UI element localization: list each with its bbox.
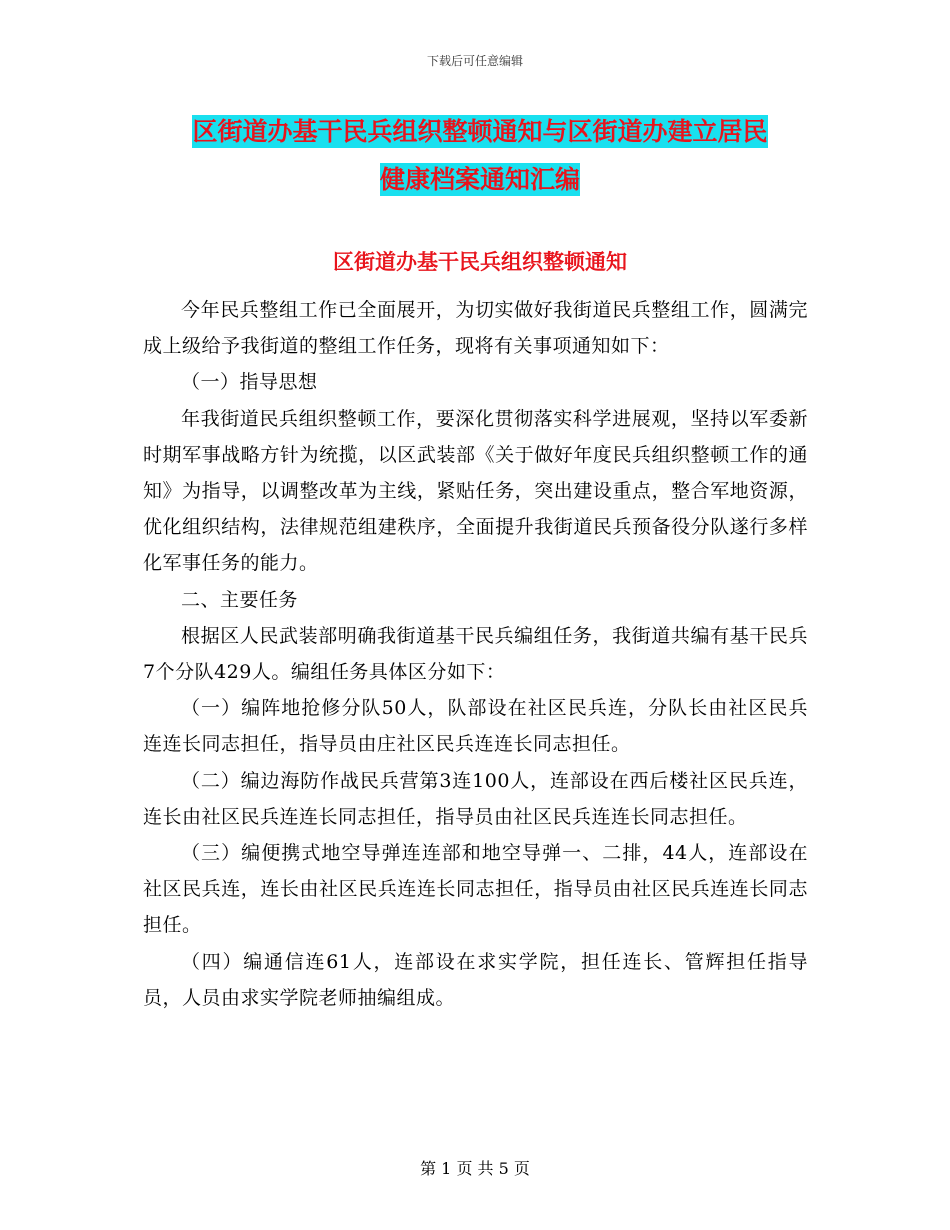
paragraph: （一）编阵地抢修分队50人，队部设在社区民兵连，分队长由社区民兵连连长同志担任，指导员由庄社区民兵连连长同志担任。 — [143, 697, 808, 756]
paragraph: （一）指导思想 — [181, 371, 318, 394]
paragraph: 二、主要任务 — [181, 588, 299, 611]
paragraph: （四）编通信连61人，连部设在求实学院，担任连长、管辉担任指导员，人员由求实学院老师抽编组成。 — [143, 950, 808, 1009]
paragraph: 年我街道民兵组织整顿工作，要深化贯彻落实科学进展观，坚持以军委新时期军事战略方针为统揽，以区武装部《关于做好年度民兵组织整顿工作的通知》为指导，以调整改革为主线，紧贴任务，突出建设重点，整合军地资源，优化组织结构，法律规范组建秩序，全面提升我街道民兵预备役分队遂行多样化军事任务的能力。 — [143, 407, 808, 575]
paragraph: （二）编边海防作战民兵营第3连100人，连部设在西后楼社区民兵连，连长由社区民兵连连长同志担任，指导员由社区民兵连连长同志担任。 — [143, 769, 808, 828]
page-footer: 第 1 页 共 5 页 — [420, 1159, 530, 1178]
page-header: 下载后可任意编辑 — [426, 54, 523, 68]
section-title: 区街道办基干民兵组织整顿通知 — [333, 250, 627, 274]
document-title-line-1: 区街道办基干民兵组织整顿通知与区街道办建立居民 — [192, 117, 768, 146]
paragraph: （三）编便携式地空导弹连连部和地空导弹一、二排，44人，连部设在社区民兵连，连长由社区民兵连连长同志担任，指导员由社区民兵连连长同志担任。 — [143, 842, 808, 937]
document-title — [140, 108, 820, 204]
document-body — [143, 292, 808, 1016]
document-title-line-2: 健康档案通知汇编 — [379, 165, 580, 194]
paragraph: 根据区人民武装部明确我街道基干民兵编组任务，我街道共编有基干民兵7个分队429人。编组任务具体区分如下： — [143, 624, 808, 684]
paragraph: 今年民兵整组工作已全面展开，为切实做好我街道民兵整组工作，圆满完成上级给予我街道的整组工作任务，现将有关事项通知如下： — [143, 299, 808, 358]
